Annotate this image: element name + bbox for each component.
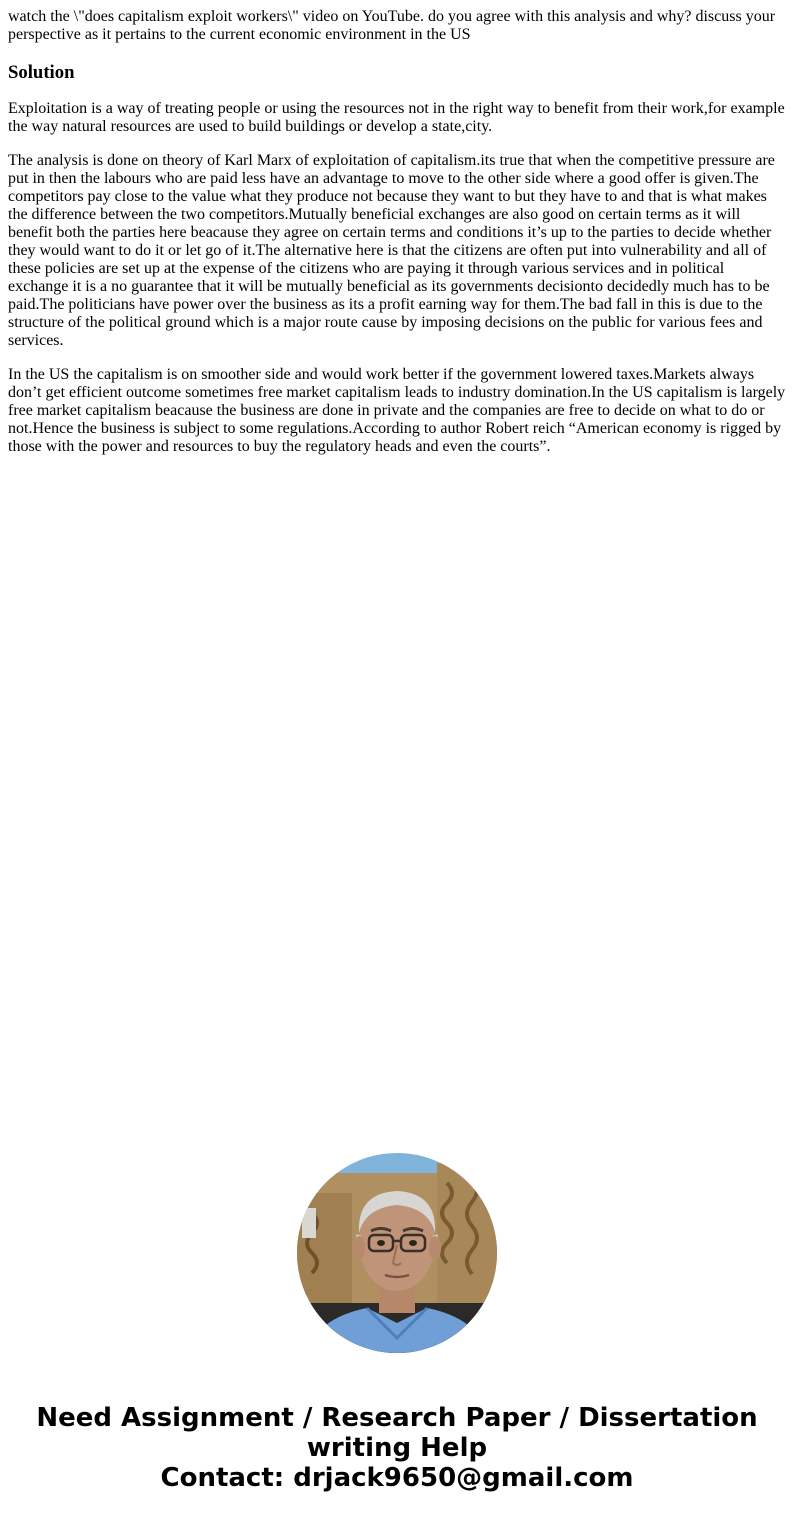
avatar-portrait-image bbox=[297, 1153, 497, 1353]
avatar bbox=[297, 1153, 497, 1353]
question-text: watch the \"does capitalism exploit workers\" video on YouTube. do you agree with this analysis and why? discuss your perspective as it pertains to the current economic environment in the US bbox=[8, 8, 776, 43]
solution-paragraph-2: The analysis is done on theory of Karl Marx of exploitation of capitalism.its true that when the competitive pressure are put in then the labours who are paid less have an advantage to move to the other side where a good offer is given.The competitors pay close to the value what they produce not because they want to but they have to and that is what makes the difference between the two competitors.Mutually beneficial exchanges are also good on certain terms as it will benefit both the parties here beacause they agree on certain terms and conditions it’s up to the parties to decide whether they would want to do it or let go of it.The alternative here is that the citizens are often put into vulnerability and all of these policies are set up at the expense of the citizens who are paying it through various services and in political exchange it is a no guarantee that it will be mutually beneficial as its governments decisionto decidedly much has to be paid.The politicians have power over the business as its a profit earning way for them.The bad fall in this is due to the structure of the political ground which is a major route cause by imposing decisions on the public for various fees and services. bbox=[8, 152, 775, 349]
promo-line-2: writing Help bbox=[306, 1433, 488, 1463]
promo-line-1: Need Assignment / Research Paper / Dissertation bbox=[36, 1403, 758, 1433]
solution-heading: Solution bbox=[8, 62, 75, 83]
promo-contact-email: Contact: drjack9650@gmail.com bbox=[160, 1463, 634, 1493]
solution-paragraph-3: In the US the capitalism is on smoother side and would work better if the government lowered taxes.Markets always don’t get efficient outcome sometimes free market capitalism leads to industry domination.In the US capitalism is largely free market capitalism beacause the business are done in private and the companies are free to decide on what to do or not.Hence the business is subject to some regulations.According to author Robert reich “American economy is rigged by those with the power and resources to buy the regulatory heads and even the courts”. bbox=[8, 366, 786, 455]
promo-banner bbox=[0, 1403, 794, 1493]
document-content bbox=[8, 8, 786, 472]
solution-paragraph-1: Exploitation is a way of treating people or using the resources not in the right way to benefit from their work,for example the way natural resources are used to build buildings or develop a state,city. bbox=[8, 100, 785, 135]
